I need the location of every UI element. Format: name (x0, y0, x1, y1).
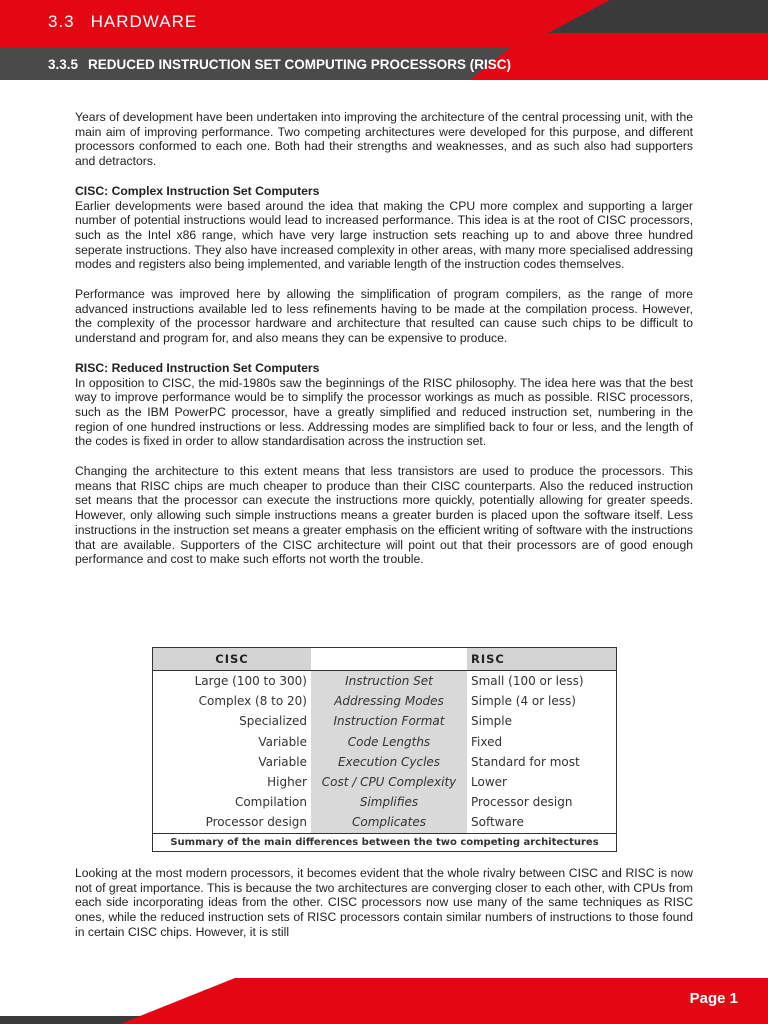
table-caption: Summary of the main differences between the two competing architectures (153, 833, 617, 851)
subsection-name: REDUCED INSTRUCTION SET COMPUTING PROCESSORS (RISC) (88, 57, 512, 72)
header-risc: RISC (467, 648, 617, 671)
cisc-paragraph-1: Earlier developments were based around the idea that making the CPU more complex and supporting a larger number of potential instructions would lead to increased performance. This idea is at the root of CISC processors, such as the Intel x86 range, which have very large instruction sets reaching up to and above three hundred seperate instructions. They also have increased complexity in other areas, with many more specialised addressing modes and registers also being implemented, and variable length of the instruction codes themselves. (75, 198, 693, 272)
feature-cell: Addressing Modes (311, 691, 467, 711)
risc-paragraph-2: Changing the architecture to this extent means that less transistors are used to produce the processors. This means that RISC chips are much cheaper to produce than their CISC counterparts. Also the reduced instruction set means that the processor can execute the instructions more quickly, potentially allowing for greater speeds. However, only allowing such simple instructions means a greater burden is placed upon the software itself. Less instructions in the instruction set means a greater emphasis on the efficient writing of software with the instructions that are available. Supporters of the CISC architecture will point out that their processors are of good enough performance and cost to make such efforts not worth the trouble. (75, 464, 693, 567)
risc-cell: Simple (471, 714, 512, 729)
cisc-cell: Specialized (239, 714, 307, 729)
table-row (153, 812, 617, 833)
closing-paragraph: Looking at the most modern processors, it becomes evident that the whole rivalry between CISC and RISC is now not of great importance. This is because the two architectures are converging closer to each other, with CPUs from each side incorporating ideas from the other. CISC processors now use many of the same techniques as RISC ones, while the reduced instruction sets of RISC processors contain similar numbers of instructions to those found in certain CISC chips. However, it is still (75, 866, 693, 939)
table-row (153, 772, 617, 792)
table-header-row (153, 648, 617, 671)
cisc-cell: Variable (258, 734, 307, 749)
intro-paragraph: Years of development have been undertaken into improving the architecture of the central processing unit, with the main aim of improving performance. Two competing architectures were developed for this purpose, and different processors conformed to each one. Both had their strengths and weaknesses, and as such also had supporters and detractors. (75, 110, 693, 169)
feature-cell: Code Lengths (311, 732, 467, 752)
cisc-cell: Compilation (234, 795, 307, 810)
header-feature (311, 648, 467, 671)
page-number: Page 1 (689, 990, 738, 1007)
risc-cell: Lower (471, 775, 507, 790)
page-footer (0, 978, 768, 1024)
table-row (153, 691, 617, 711)
feature-cell: Execution Cycles (311, 752, 467, 772)
table-row (153, 752, 617, 772)
footer-background (0, 978, 768, 1024)
closing-section (75, 866, 693, 940)
risc-paragraph-1: In opposition to CISC, the mid-1980s saw the beginnings of the RISC philosophy. The idea here was that the best way to improve performance would be to simplify the processor workings as much as possible. RISC processors, such as the IBM PowerPC processor, have a greatly simplified and reduced instruction set, numbering in the region of one hundred instructions or less. Addressing modes are simplified back to four or less, and the length of the codes is fixed in order to allow standardisation across the instruction set. (75, 375, 693, 449)
subsection-title (48, 57, 511, 72)
feature-cell: Cost / CPU Complexity (311, 772, 467, 792)
article-body (75, 110, 693, 567)
section-number: 3.3 (48, 12, 75, 31)
header-cisc: CISC (153, 648, 312, 671)
section-name: HARDWARE (90, 12, 198, 31)
table-row (153, 671, 617, 692)
risc-cell: Processor design (471, 795, 573, 810)
feature-cell: Complicates (311, 812, 467, 833)
table-row (153, 792, 617, 812)
cisc-cell: Complex (8 to 20) (198, 694, 307, 709)
comparison-table (152, 647, 617, 852)
feature-cell: Simplifies (311, 792, 467, 812)
cisc-cell: Processor design (205, 815, 307, 830)
cisc-cell: Higher (267, 775, 307, 790)
table-caption-row (153, 833, 617, 851)
section-title (48, 12, 197, 32)
risc-cell: Simple (4 or less) (471, 694, 576, 709)
table-row (153, 732, 617, 752)
feature-cell: Instruction Format (311, 711, 467, 731)
risc-cell: Fixed (471, 734, 503, 749)
subsection-number: 3.3.5 (48, 57, 79, 72)
subsection-header (0, 48, 768, 80)
risc-heading: RISC: Reduced Instruction Set Computers (75, 360, 320, 375)
cisc-paragraph-2: Performance was improved here by allowing the simplification of program compilers, as the range of more advanced instructions available led to less refinements having to be made at the compilation process. However, the complexity of the processor hardware and architecture that resulted can cause such chips to be difficult to understand and program for, and also means they can be expensive to produce. (75, 287, 693, 346)
section-header (0, 0, 768, 48)
cisc-cell: Variable (258, 754, 307, 769)
risc-cell: Software (471, 815, 524, 830)
feature-cell: Instruction Set (311, 671, 467, 692)
risc-cell: Standard for most (471, 754, 580, 769)
cisc-cell: Large (100 to 300) (194, 674, 307, 689)
cisc-heading: CISC: Complex Instruction Set Computers (75, 183, 320, 198)
risc-cell: Small (100 or less) (471, 674, 584, 689)
table-row (153, 711, 617, 731)
